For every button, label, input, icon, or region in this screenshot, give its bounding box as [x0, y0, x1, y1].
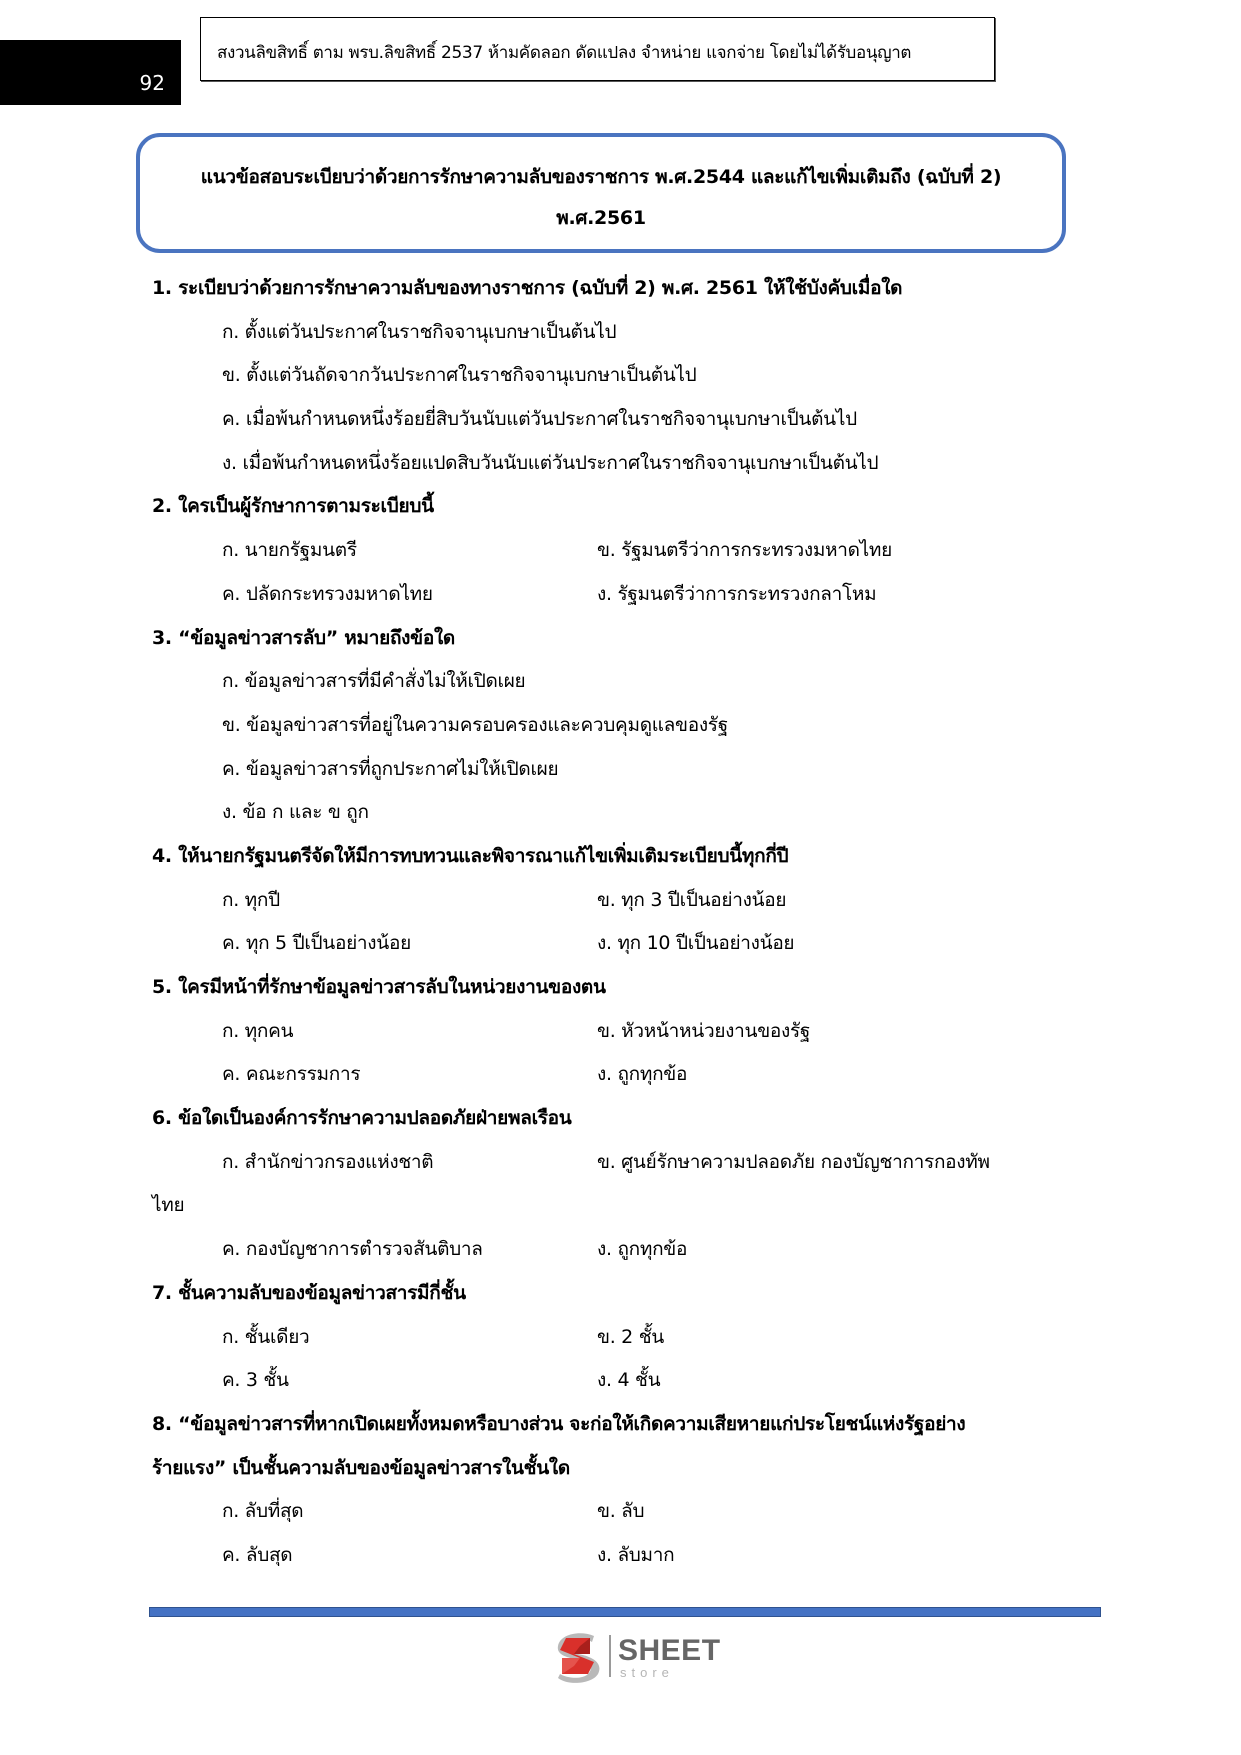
question-8-option-a: ก. ลับที่สุด: [222, 1500, 304, 1522]
logo-sub-text: store: [620, 1665, 674, 1680]
question-7-option-d: ง. 4 ชั้น: [597, 1369, 661, 1391]
question-1-option-d: ง. เมื่อพ้นกำหนดหนึ่งร้อยแปดสิบวันนับแต่วันประกาศในราชกิจจานุเบกษาเป็นต้นไป: [222, 452, 879, 474]
question-3-option-b: ข. ข้อมูลข่าวสารที่อยู่ในความครอบครองและควบคุมดูแลของรัฐ: [222, 714, 728, 736]
question-6: 6. ข้อใดเป็นองค์การรักษาความปลอดภัยฝ่ายพลเรือน: [152, 1107, 572, 1129]
question-2-option-c: ค. ปลัดกระทรวงมหาดไทย: [222, 583, 433, 605]
question-2-option-a: ก. นายกรัฐมนตรี: [222, 539, 357, 561]
question-6-option-c: ค. กองบัญชาการตำรวจสันติบาล: [222, 1238, 483, 1260]
question-3-option-d: ง. ข้อ ก และ ข ถูก: [222, 801, 369, 823]
question-1-option-c: ค. เมื่อพ้นกำหนดหนึ่งร้อยยี่สิบวันนับแต่วันประกาศในราชกิจจานุเบกษาเป็นต้นไป: [222, 408, 857, 430]
footer-divider-bar: [149, 1607, 1101, 1617]
question-8-option-d: ง. ลับมาก: [597, 1544, 675, 1566]
question-6-option-d: ง. ถูกทุกข้อ: [597, 1238, 688, 1260]
page-number: 92: [139, 71, 165, 95]
question-7-option-c: ค. 3 ชั้น: [222, 1369, 289, 1391]
question-7-option-b: ข. 2 ชั้น: [597, 1326, 664, 1348]
sheet-store-logo: [550, 1628, 730, 1686]
question-7: 7. ชั้นความลับของข้อมูลข่าวสารมีกี่ชั้น: [152, 1282, 466, 1304]
document-title-box: [136, 133, 1066, 253]
question-5-option-b: ข. หัวหน้าหน่วยงานของรัฐ: [597, 1020, 811, 1042]
question-5-option-c: ค. คณะกรรมการ: [222, 1063, 361, 1085]
question-4-option-c: ค. ทุก 5 ปีเป็นอย่างน้อย: [222, 932, 411, 954]
question-4-option-a: ก. ทุกปี: [222, 889, 280, 911]
logo-brand-text: SHEET: [618, 1634, 721, 1667]
question-1: 1. ระเบียบว่าด้วยการรักษาความลับของทางราชการ (ฉบับที่ 2) พ.ศ. 2561 ให้ใช้บังคับเมื่อใด: [152, 277, 903, 299]
question-2-option-b: ข. รัฐมนตรีว่าการกระทรวงมหาดไทย: [597, 539, 892, 561]
question-6-option-b-wrap: ไทย: [152, 1194, 185, 1216]
question-4-option-d: ง. ทุก 10 ปีเป็นอย่างน้อย: [597, 932, 795, 954]
question-3-option-a: ก. ข้อมูลข่าวสารที่มีคำสั่งไม่ให้เปิดเผย: [222, 670, 526, 692]
question-1-option-b: ข. ตั้งแต่วันถัดจากวันประกาศในราชกิจจานุเบกษาเป็นต้นไป: [222, 364, 697, 386]
question-8-line-2: ร้ายแรง” เป็นชั้นความลับของข้อมูลข่าวสารในชั้นใด: [152, 1457, 570, 1479]
page-number-box: [0, 40, 181, 105]
question-4: 4. ให้นายกรัฐมนตรีจัดให้มีการทบทวนและพิจารณาแก้ไขเพิ่มเติมระเบียบนี้ทุกกี่ปี: [152, 845, 789, 867]
question-2-option-d: ง. รัฐมนตรีว่าการกระทรวงกลาโหม: [597, 583, 877, 605]
document-title-line-1: แนวข้อสอบระเบียบว่าด้วยการรักษาความลับของราชการ พ.ศ.2544 และแก้ไขเพิ่มเติมถึง (ฉบับที่ 2): [200, 166, 1002, 188]
question-6-option-a: ก. สำนักข่าวกรองแห่งชาติ: [222, 1151, 434, 1173]
question-4-option-b: ข. ทุก 3 ปีเป็นอย่างน้อย: [597, 889, 787, 911]
question-6-option-b: ข. ศูนย์รักษาความปลอดภัย กองบัญชาการกองทัพ: [597, 1151, 990, 1173]
logo-divider: [609, 1635, 611, 1677]
question-2: 2. ใครเป็นผู้รักษาการตามระเบียบนี้: [152, 495, 434, 517]
question-8-option-c: ค. ลับสุด: [222, 1544, 293, 1566]
copyright-notice-box: [200, 17, 995, 81]
question-5: 5. ใครมีหน้าที่รักษาข้อมูลข่าวสารลับในหน่วยงานของตน: [152, 976, 606, 998]
question-5-option-d: ง. ถูกทุกข้อ: [597, 1063, 688, 1085]
question-7-option-a: ก. ชั้นเดียว: [222, 1326, 310, 1348]
document-title-line-2: พ.ศ.2561: [556, 207, 646, 229]
question-3: 3. “ข้อมูลข่าวสารลับ” หมายถึงข้อใด: [152, 627, 455, 649]
question-3-option-c: ค. ข้อมูลข่าวสารที่ถูกประกาศไม่ให้เปิดเผย: [222, 758, 559, 780]
question-5-option-a: ก. ทุกคน: [222, 1020, 294, 1042]
question-8-option-b: ข. ลับ: [597, 1500, 645, 1522]
question-1-option-a: ก. ตั้งแต่วันประกาศในราชกิจจานุเบกษาเป็นต้นไป: [222, 321, 617, 343]
sheet-store-s-icon: [550, 1628, 606, 1684]
question-8: 8. “ข้อมูลข่าวสารที่หากเปิดเผยทั้งหมดหรือบางส่วน จะก่อให้เกิดความเสียหายแก่ประโยชน์แห่งรัฐอย่าง: [152, 1413, 966, 1435]
copyright-notice: สงวนลิขสิทธิ์ ตาม พรบ.ลิขสิทธิ์ 2537 ห้ามคัดลอก ดัดแปลง จำหน่าย แจกจ่าย โดยไม่ได้รับอนุญาต: [217, 43, 912, 63]
